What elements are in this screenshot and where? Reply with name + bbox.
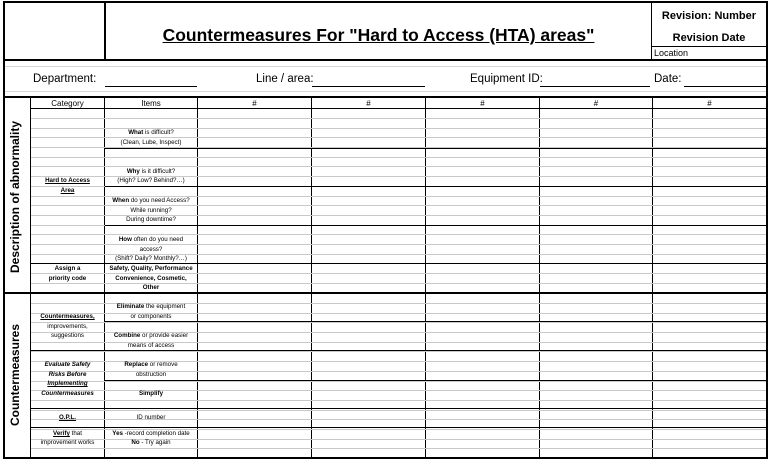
col-header-number-3: # [480, 99, 485, 108]
colhead-bottom-border [30, 108, 766, 109]
revision-date-label: Revision Date [672, 32, 746, 44]
line-area-label: Line / area: [256, 73, 314, 85]
item-how-line3: (Shift? Daily? Monthly?…) [115, 255, 187, 262]
row-gridline [31, 351, 766, 352]
item-no-text: - Try again [139, 439, 171, 446]
department-label: Department: [33, 73, 97, 85]
category-safety-line3: Implementing [47, 380, 88, 387]
row-divider-replace [105, 380, 766, 381]
item-why-keyword: Why [126, 168, 140, 175]
item-when-text: do you need Access? [129, 197, 190, 204]
items-col-divider [197, 96, 198, 459]
item-replace-line2: obstruction [135, 371, 167, 378]
category-cm-line1: Countermeasures, [40, 313, 95, 320]
item-what-sub: (Clean, Lube, Inspect) [120, 139, 182, 146]
item-how-text: often do you need [131, 236, 184, 243]
item-replace-keyword: Replace [124, 361, 149, 368]
left-border [3, 1, 5, 459]
category-safety-line2: Risks Before [48, 371, 87, 378]
item-eliminate-keyword: Eliminate [116, 303, 145, 310]
item-priority-line3: Other [142, 284, 160, 291]
row-gridline [31, 157, 766, 158]
item-eliminate-text: the equipment [144, 303, 186, 310]
header-bottom-border [3, 59, 768, 61]
info-bottom-gridline [5, 91, 766, 92]
item-how-line2: access? [139, 246, 163, 253]
row-divider-simplify [31, 408, 766, 409]
item-combine-keyword: Combine [113, 332, 141, 339]
row-gridline [31, 381, 766, 382]
equipment-id-label: Equipment ID: [470, 73, 543, 85]
item-eliminate [105, 302, 197, 312]
col-header-number-5: # [707, 99, 712, 108]
category-verify-line2: improvement works [40, 439, 95, 446]
item-why-sub: (High? Low? Behind?…) [117, 177, 185, 184]
location-divider [651, 46, 768, 47]
line-area-field[interactable] [312, 86, 425, 87]
col-header-number-1: # [252, 99, 257, 108]
item-how-keyword: How [118, 236, 132, 243]
category-hta-line2: Area [60, 187, 75, 194]
section-label-countermeasures: Countermeasures [8, 323, 22, 427]
department-field[interactable] [105, 86, 197, 87]
col-4-divider [652, 96, 653, 459]
item-yes-text: -record completion date [122, 430, 190, 437]
item-replace-text: or remove [148, 361, 178, 368]
col-header-category: Category [51, 99, 84, 108]
item-priority-line2: Convenience, Cosmetic, [115, 275, 187, 282]
item-combine [105, 331, 197, 341]
item-simplify: Simplify [138, 390, 164, 397]
category-opl: O.P.L. [58, 414, 77, 421]
item-when-keyword: When [112, 197, 130, 204]
col-header-number-2: # [366, 99, 371, 108]
col-1-divider [311, 96, 312, 459]
row-gridline [31, 400, 766, 401]
category-priority-line1: Assign a [54, 265, 81, 272]
item-combine-line2: means of access [127, 342, 175, 349]
category-safety-line1: Evaluate Safety [44, 361, 91, 368]
item-no [105, 438, 197, 448]
date-field[interactable] [684, 86, 766, 87]
form-title: Countermeasures For "Hard to Access (HTA) areas" [162, 25, 595, 45]
location-label: Location [654, 48, 689, 58]
category-cm-line2: improvements, [47, 323, 88, 330]
col-3-divider [539, 96, 540, 459]
row-divider-when [105, 225, 766, 226]
row-gridline [31, 322, 766, 323]
category-hta-line1: Hard to Access [45, 177, 90, 184]
row-gridline [31, 118, 766, 119]
item-how [105, 235, 197, 245]
item-when-line3: During downtime? [126, 216, 176, 223]
section-label-description: Description of abnormality [8, 120, 22, 274]
revision-number-label: Revision: Number [661, 10, 757, 22]
info-top-gridline [5, 66, 766, 67]
item-why-text: is it difficult? [139, 168, 176, 175]
row-divider-eliminate [105, 321, 766, 322]
category-verify-keyword: Verify [53, 430, 70, 437]
item-no-keyword: No [131, 439, 140, 446]
category-safety-line4: Countermeasures [41, 390, 94, 397]
item-replace [105, 360, 197, 370]
col-2-divider [425, 96, 426, 459]
row-divider-what [105, 148, 766, 149]
item-id-number: ID number [136, 414, 166, 421]
row-divider-why [105, 186, 766, 187]
table-top-border [3, 96, 768, 98]
col-header-number-4: # [593, 99, 599, 108]
row-gridline [31, 410, 766, 411]
item-what-text: is difficult? [143, 129, 174, 136]
row-divider-opl [31, 427, 766, 428]
item-when-line2: While running? [130, 207, 172, 214]
category-verify-text: that [69, 430, 82, 437]
date-label: Date: [654, 73, 682, 85]
item-yes-keyword: Yes [112, 430, 123, 437]
top-border [3, 1, 768, 3]
item-combine-text: or provide easier [140, 332, 189, 339]
item-what-keyword: What [128, 129, 144, 136]
category-priority-line2: priority code [48, 275, 87, 282]
item-priority-line1: Safety, Quality, Performance [109, 265, 193, 272]
item-what [105, 128, 197, 138]
equipment-id-field[interactable] [540, 86, 650, 87]
item-when [105, 196, 197, 206]
row-gridline [31, 448, 766, 449]
col-header-items: Items [141, 99, 161, 108]
item-eliminate-line2: or components [130, 313, 172, 320]
category-cm-line3: suggestions [50, 332, 85, 339]
